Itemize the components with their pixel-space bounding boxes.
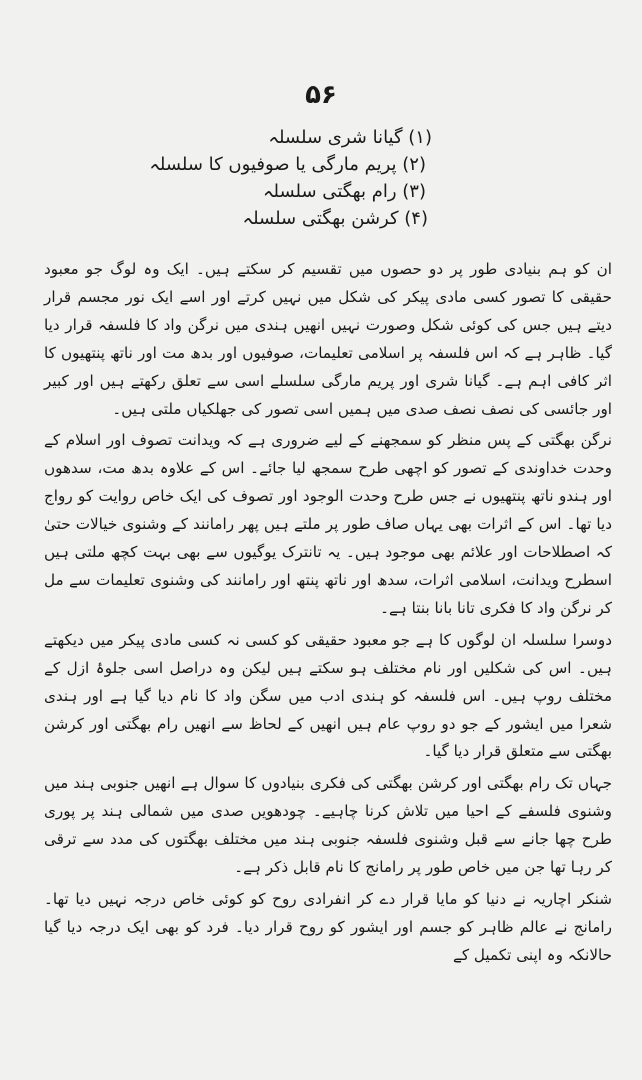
list-item: (۴) کرشن بھگتی سلسلہ [242,208,428,229]
paragraph-5: شنکر اچاریہ نے دنیا کو مایا قرار دے کر انفرادی روح کو کوئی خاص درجہ نہیں دیا تھا۔ رامانج نے عالم ظاہر کو جسم اور ایشور کو روح قرار دیا۔ فرد کو بھی ایک درجہ دیا گیا حالانکہ وہ اپنی تکمیل کے [44,889,612,964]
body-text [44,256,612,974]
page-number: ۵۶ [305,80,337,110]
list-item: (۱) گیانا شری سلسلہ [268,127,432,148]
paragraph-3: دوسرا سلسلہ ان لوگوں کا ہے جو معبود حقیقی کو کسی نہ کسی مادی پیکر میں دیکھتے ہیں۔ اس کی شکلیں اور نام مختلف ہو سکتے ہیں لیکن وہ دراصل اسی جلوۂ ازل کے مختلف روپ ہیں۔ اس فلسفہ کو ہندی ادب میں سگن واد کا نام دیا گیا ہے اور ہندی شعرا میں ایشور کے جو دو روپ عام ہیں انھیں کے لحاظ سے انھیں رام بھگتی اور کرشن بھگتی سے متعلق قرار دیا گیا۔ [44,630,612,761]
list-item: (۲) پریم مارگی یا صوفیوں کا سلسلہ [149,154,426,175]
paragraph-1: ان کو ہم بنیادی طور پر دو حصوں میں تقسیم کر سکتے ہیں۔ ایک وہ لوگ جو معبود حقیقی کا تصور کسی مادی پیکر کی شکل میں نہیں کرتے اور اسے ایک نور مجسم قرار دیتے ہیں جس کی کوئی شکل وصورت نہیں انھیں ہندی میں نرگن واد کا فلسفہ قرار دیا گیا۔ ظاہر ہے کہ اس فلسفہ پر اسلامی تعلیمات، صوفیوں اور بدھ مت اور ناتھ پنتھیوں کا اثر کافی اہم ہے۔ گیانا شری اور پریم مارگی سلسلے اسی سے تعلق رکھتے ہیں اور کبیر اور جائسی کی نصف نصف صدی میں ہمیں اسی تصور کی جھلکیاں ملتی ہیں۔ [44,260,612,418]
paragraph-4: جہاں تک رام بھگتی اور کرشن بھگتی کی فکری بنیادوں کا سوال ہے انھیں جنوبی ہند میں وشنوی فلسفے کے احیا میں تلاش کرنا چاہیے۔ چودھویں صدی میں شمالی ہند پر پوری طرح چھا جانے سے قبل وشنوی فلسفہ جنوبی ہند میں مختلف بھگتوں کی مدد سے ترقی کر رہا تھا جن میں خاص طور پر رامانج کا نام قابل ذکر ہے۔ [44,774,612,877]
list-item: (۳) رام بھگتی سلسلہ [262,181,426,202]
paragraph-2: نرگن بھگتی کے پس منظر کو سمجھنے کے لیے ضروری ہے کہ ویدانت تصوف اور اسلام کے وحدت خداوندی کے تصور کو اچھی طرح سمجھ لیا جائے۔ اس کے علاوہ بدھ مت، سدھوں اور ہندو ناتھ پنتھیوں نے جس طرح وحدت الوجود اور تصوف کی ایک خاص روایت کو رواج دیا تھا۔ اس کے اثرات بھی یہاں صاف طور پر ملتے ہیں پھر رامانند کے وشنوی خیالات حتیٰ کہ اصطلاحات اور علائم بھی موجود ہیں۔ یہ تانترک یوگیوں سے بھی بہت کچھ ملتی ہیں اسطرح ویدانت، اسلامی اثرات، سدھ اور ناتھ پنتھ اور رامانند کی وشنوی تعلیمات سے مل کر نرگن واد کا فکری تانا بانا بنتا ہے۔ [44,431,612,617]
numbered-list [149,124,432,232]
